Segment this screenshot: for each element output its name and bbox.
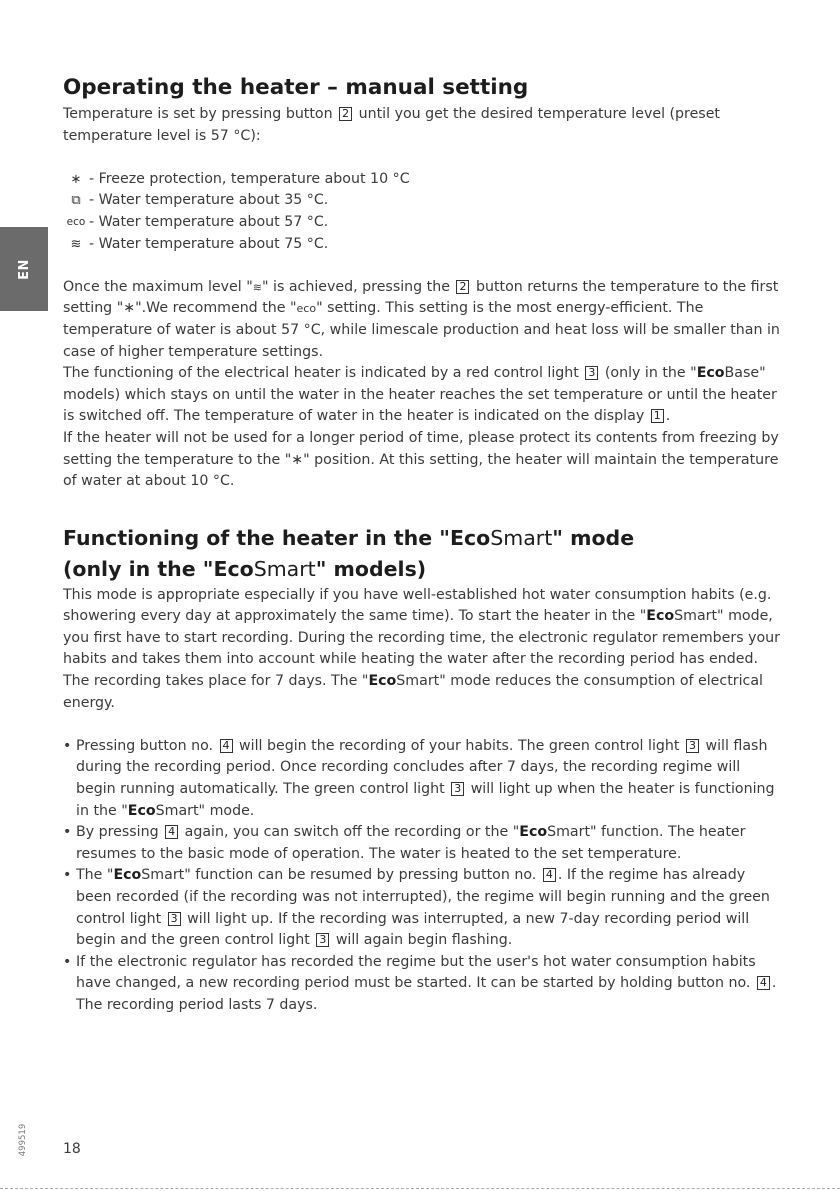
language-label: EN	[16, 258, 32, 280]
level-freeze-text: - Freeze protection, temperature about 10 °C	[89, 170, 410, 187]
list-item: • Pressing button no. 4 will begin the recording of your habits. The green control light 3 will flash during the recording period. Once recording concludes after 7 days, the recording regime will begin running automatically. The green control light 3 will light up when the heater is functioning in the "EcoSmart" mode.	[63, 736, 783, 822]
button-4-ref: 4	[543, 868, 556, 882]
control-light-3-ref: 3	[686, 739, 699, 753]
document-code-text: 499519	[18, 1123, 29, 1157]
eco-brand: Eco	[696, 365, 725, 382]
button-2-ref: 2	[339, 107, 352, 121]
section-subtitle-ecosmart: (only in the "EcoSmart" models)	[63, 556, 427, 581]
snowflake-icon: ∗	[291, 451, 304, 468]
control-light-3-ref: 3	[316, 933, 329, 947]
level-freeze	[63, 169, 783, 191]
list-item: • By pressing 4 again, you can switch off the recording or the "EcoSmart" function. The heater resumes to the basic mode of operation. The water is heated to the set temperature.	[63, 822, 783, 865]
button-2-ref: 2	[456, 280, 469, 294]
snowflake-icon: ∗	[70, 171, 82, 187]
eco-icon: eco	[296, 302, 317, 316]
eco-icon: eco	[66, 215, 86, 228]
level-35-text: - Water temperature about 35 °C.	[89, 192, 329, 209]
heat-waves-icon: ≋	[70, 236, 82, 252]
level-35	[63, 190, 783, 212]
paragraph-max-level: Once the maximum level "≋" is achieved, pressing the 2 button returns the temperature to the first setting "∗".We recommend the "eco" setting. This setting is the most energy-efficient. The temperature of water is about 57 °C, while limescale production and heat loss will be smaller than in case of higher temperature settings.	[63, 278, 780, 360]
document-code	[11, 1120, 35, 1160]
control-light-3-ref: 3	[585, 366, 598, 380]
manual-intro: Temperature is set by pressing button 2 until you get the desired temperature level (preset temperature level is 57 °C):	[63, 106, 720, 144]
language-tab	[0, 227, 48, 311]
bottom-rule	[0, 1188, 840, 1189]
droplet-icon: ⧉	[71, 193, 81, 209]
level-eco-text: - Water temperature about 57 °C.	[89, 213, 329, 230]
level-75	[63, 234, 783, 256]
paragraph-ecosmart-intro: This mode is appropriate especially if you have well-established hot water consumption habits (e.g. showering every day at approximately the same time). To start the heater in the "EcoSmart" mode, you first have to start recording. During the recording time, the electronic regulator remembers your habits and takes them into account while heating the water after the recording period has ended. The recording takes place for 7 days. The "EcoSmart" mode reduces the consumption of electrical energy.	[63, 586, 781, 711]
page-content	[63, 72, 783, 1017]
paragraph-freeze: If the heater will not be used for a longer period of time, please protect its contents from freezing by setting the temperature to the "∗" position. At this setting, the heater will maintain the temperature of water at about 10 °C.	[63, 429, 779, 490]
display-1-ref: 1	[651, 409, 664, 423]
section-title-manual: Operating the heater – manual setting	[63, 75, 529, 100]
level-75-text: - Water temperature about 75 °C.	[89, 235, 329, 252]
control-light-3-ref: 3	[168, 912, 181, 926]
section-title-ecosmart: Functioning of the heater in the "EcoSmart" mode	[63, 525, 635, 550]
snowflake-icon: ∗	[123, 300, 136, 317]
button-4-ref: 4	[165, 825, 178, 839]
level-eco	[63, 212, 783, 234]
button-4-ref: 4	[757, 976, 770, 990]
control-light-3-ref: 3	[451, 782, 464, 796]
ecosmart-steps	[63, 736, 783, 1017]
list-item: • If the electronic regulator has recorded the regime but the user's hot water consumption habits have changed, a new recording period must be started. It can be started by holding button no. 4 . The recording period lasts 7 days.	[63, 952, 783, 1017]
page-number: 18	[63, 1141, 81, 1157]
list-item: • The "EcoSmart" function can be resumed by pressing button no. 4 . If the regime has already been recorded (if the recording was not interrupted), the regime will begin running and the green control light 3 will light up. If the recording was interrupted, a new 7-day recording period will begin and the green control light 3 will again begin flashing.	[63, 865, 783, 951]
paragraph-control-light: The functioning of the electrical heater is indicated by a red control light 3 (only in the "EcoBase" models) which stays on until the water in the heater reaches the set temperature or until the heater is switched off. The temperature of water in the heater is indicated on the display 1 .	[63, 365, 777, 425]
heat-waves-icon: ≋	[252, 280, 262, 294]
button-4-ref: 4	[220, 739, 233, 753]
